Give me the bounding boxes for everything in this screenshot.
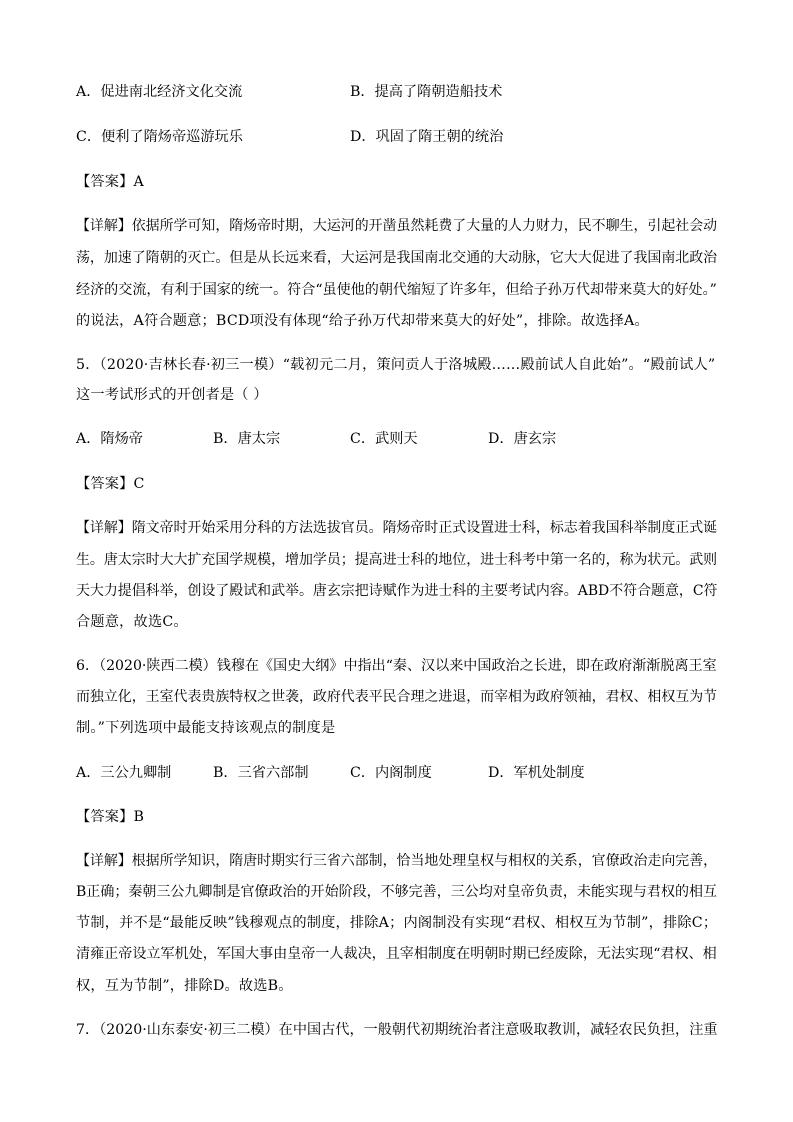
- q4-option-a: A．促进南北经济文化交流: [76, 84, 243, 100]
- q6-stem-line-3: 制。”下列选项中最能支持该观点的制度是: [76, 720, 336, 736]
- q5-detail-line-3: 天大力提倡科举，创设了殿试和武举。唐玄宗把诗赋作为进士科的主要考试内容。ABD不符合题意，C符: [76, 583, 718, 599]
- q4-detail-line-3: 经济的交流，有利于国家的统一。符合“虽使他的朝代缩短了许多年，但给子孙万代却带来莫大的好处。”: [76, 282, 717, 298]
- q4-detail-line-2: 荡，加速了隋朝的灭亡。但是从长远来看，大运河是我国南北交通的大动脉，它大大促进了我国南北政治: [76, 250, 718, 266]
- q4-detail-line-4: 的说法，A符合题意；BCD项没有体现“给子孙万代却带来莫大的好处”，排除。故选择A。: [76, 313, 649, 329]
- q5-stem-line-2: 这一考试形式的开创者是（ ）: [76, 387, 268, 403]
- q6-detail-line-4: 清雍正帝设立军机处，军国大事由皇帝一人裁决，且宰相制度在明朝时期已经废除，无法实现“君权、相: [76, 946, 717, 962]
- q6-detail-line-3: 节制，并不是“最能反映”钱穆观点的制度，排除A；内阁制没有实现“君权、相权互为节制”，排除C；: [76, 915, 718, 931]
- q6-option-c: C．内阁制度: [350, 765, 432, 781]
- q7-stem-line-1: 7．（2020·山东泰安·初三二模）在中国古代，一般朝代初期统治者注意吸取教训，减轻农民负担，注重: [76, 1022, 718, 1038]
- q6-detail-line-2: B正确；秦朝三公九卿制是官僚政治的开始阶段，不够完善，三公均对皇帝负责，未能实现与君权的相互: [76, 884, 718, 900]
- q4-option-c: C．便利了隋炀帝巡游玩乐: [76, 129, 243, 145]
- q5-answer: 【答案】C: [76, 476, 145, 492]
- q6-detail-line-5: 权，互为节制”，排除D。故选B。: [76, 978, 293, 994]
- q5-option-b: B．唐太宗: [213, 431, 281, 447]
- q6-option-d: D．军机处制度: [488, 765, 585, 781]
- q6-option-a: A．三公九卿制: [76, 765, 172, 781]
- q4-option-d: D．巩固了隋王朝的统治: [350, 129, 504, 145]
- q4-answer: 【答案】A: [76, 174, 144, 190]
- q6-stem-line-1: 6．（2020·陕西二模）钱穆在《国史大纲》中指出“秦、汉以来中国政治之长进，即在政府渐渐脱离王室: [76, 658, 717, 674]
- q4-option-b: B．提高了隋朝造船技术: [350, 84, 503, 100]
- q5-detail-line-1: 【详解】隋文帝时开始采用分科的方法选拔官员。隋炀帝时正式设置进士科，标志着我国科举制度正式诞: [76, 520, 718, 536]
- q6-option-b: B．三省六部制: [213, 765, 309, 781]
- q5-option-c: C．武则天: [350, 431, 418, 447]
- q5-option-d: D．唐玄宗: [488, 431, 557, 447]
- q5-stem-line-1: 5．（2020·吉林长春·初三一模）“载初元二月，策问贡人于洛城殿……殿前试人自此始”。“殿前试人”: [76, 357, 716, 373]
- q4-detail-line-1: 【详解】依据所学可知，隋炀帝时期，大运河的开凿虽然耗费了大量的人力财力，民不聊生，引起社会动: [76, 218, 718, 234]
- q5-detail-line-2: 生。唐太宗时大大扩充国学规模，增加学员；提高进士科的地位，进士科考中第一名的，称为状元。武则: [76, 552, 718, 568]
- q5-option-a: A．隋炀帝: [76, 431, 143, 447]
- q6-detail-line-1: 【详解】根据所学知识，隋唐时期实行三省六部制，恰当地处理皇权与相权的关系，官僚政治走向完善，: [76, 853, 718, 869]
- q6-stem-line-2: 而独立化，王室代表贵族特权之世袭，政府代表平民合理之进退，而宰相为政府领袖，君权、相权互为节: [76, 689, 718, 705]
- q6-answer: 【答案】B: [76, 809, 145, 825]
- q5-detail-line-4: 合题意，故选C。: [76, 614, 188, 630]
